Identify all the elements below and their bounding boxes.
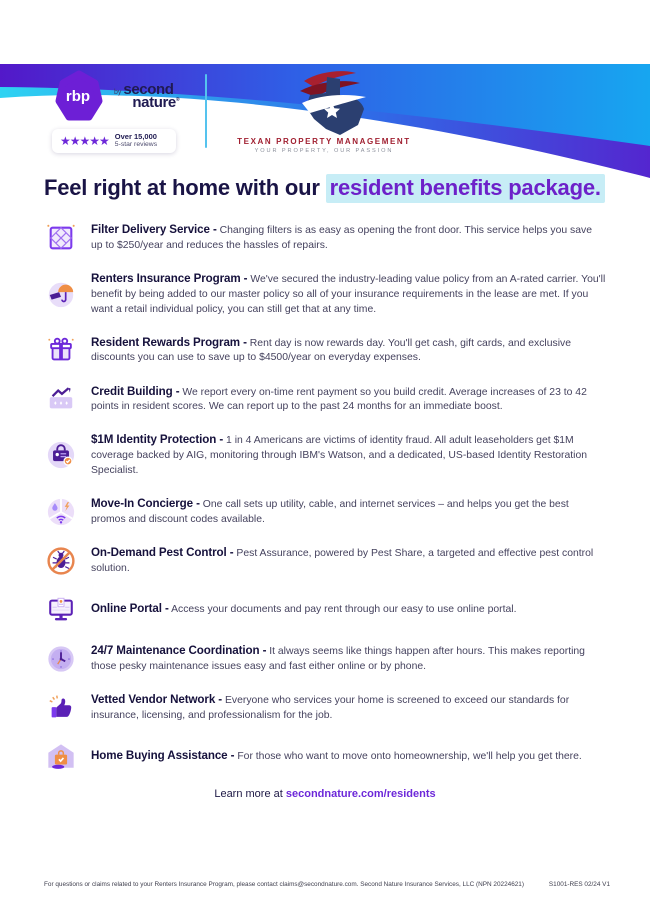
benefit-item <box>44 545 606 577</box>
benefit-title: Online Portal - <box>91 602 169 616</box>
reviews-badge <box>52 129 176 153</box>
umbrella-icon <box>44 278 78 310</box>
texas-logo-icon <box>272 69 376 135</box>
learn-more-prefix: Learn more at <box>214 787 286 800</box>
monitor-icon <box>44 594 78 626</box>
benefit-title: Home Buying Assistance - <box>91 749 235 763</box>
benefit-item <box>44 271 606 317</box>
benefit-item <box>44 741 606 773</box>
footer-code: S1001-RES 02/24 V1 <box>548 881 610 888</box>
credit-chart-icon <box>44 383 78 415</box>
benefit-item <box>44 594 606 626</box>
air-filter-icon <box>44 222 78 254</box>
home-check-icon <box>44 741 78 773</box>
benefit-title: $1M Identity Protection - <box>91 433 224 447</box>
benefit-title: On-Demand Pest Control - <box>91 545 234 559</box>
headline-prefix: Feel right at home with our <box>44 175 326 200</box>
benefit-item <box>44 334 606 366</box>
benefit-description: Everyone who services your home is screened to exceed our standards for insurance, licensing, and professionalism for the job. <box>91 694 570 721</box>
star-rating-icon: ★★★★★ <box>60 134 109 148</box>
learn-more <box>44 788 606 800</box>
benefit-title: Move-In Concierge - <box>91 496 200 510</box>
benefit-title: 24/7 Maintenance Coordination - <box>91 643 267 657</box>
clock-icon <box>44 643 78 675</box>
headline <box>44 175 606 201</box>
logos-row <box>52 64 650 158</box>
benefit-item <box>44 496 606 528</box>
benefit-title: Filter Delivery Service - <box>91 223 217 237</box>
reviews-count: Over 15,000 <box>114 131 157 141</box>
no-pest-icon <box>44 545 78 577</box>
registered-mark: ® <box>175 96 180 103</box>
logo-divider <box>205 74 207 148</box>
benefit-title: Resident Rewards Program - <box>91 335 247 349</box>
benefit-description: Access your documents and pay rent through our easy to use online portal. <box>171 604 517 616</box>
benefit-item <box>44 692 606 724</box>
reviews-label: 5-star reviews <box>114 141 158 149</box>
benefit-item <box>44 432 606 478</box>
rbp-logo <box>52 69 179 153</box>
benefit-description: One call sets up utility, cable, and internet services – and helps you get the best promos and discount codes available. <box>91 498 569 525</box>
gift-icon <box>44 334 78 366</box>
utilities-wheel-icon <box>44 496 78 528</box>
thumbs-up-icon <box>44 692 78 724</box>
brand-line2: nature <box>132 93 176 111</box>
benefit-title: Renters Insurance Program - <box>91 272 248 285</box>
learn-more-link[interactable]: secondnature.com/residents <box>285 787 436 800</box>
benefit-description: Rent day is now rewards day. You'll get cash, gift cards, and exclusive discounts you can use to save up to $4500/year on everyday expenses. <box>91 337 571 364</box>
svg-text:rbp: rbp <box>65 87 91 105</box>
flyer-page <box>0 64 650 905</box>
identity-lock-icon <box>44 439 78 471</box>
benefits-list <box>44 222 606 773</box>
benefit-description: It always seems like things happen after hours. This makes reporting those pesky maintenance issues easy and fast either online or by phone. <box>91 645 585 672</box>
benefit-description: For those who want to move onto homeownership, we'll help you get there. <box>237 751 582 763</box>
headline-highlight: resident benefits package. <box>326 174 605 203</box>
rbp-badge-icon <box>52 69 106 123</box>
footer-disclaimer: For questions or claims related to your Renters Insurance Program, please contact claims@secondnature.com. Second Nature Insurance Services, LLC (NPN 20224621) <box>44 881 524 888</box>
benefit-item <box>44 383 606 415</box>
benefit-description: Pest Assurance, powered by Pest Share, a targeted and effective pest control solution. <box>91 547 594 574</box>
second-nature-wordmark <box>114 80 180 111</box>
by-label: by <box>114 88 122 96</box>
company-name: TEXAN PROPERTY MANAGEMENT <box>237 136 411 146</box>
benefit-title: Credit Building - <box>91 384 180 398</box>
benefit-title: Vetted Vendor Network - <box>91 692 223 706</box>
benefit-item <box>44 643 606 675</box>
benefit-description: We report every on-time rent payment so you build credit. Average increases of 23 to 42 points in resident scores. We can report up to the past 24 months for an immediate boost. <box>91 386 587 413</box>
benefit-description: 1 in 4 Americans are victims of identity fraud. All adult leaseholders get $1M coverage backed by AIG, monitoring through IBM's Watson, and a dedicated, US-based Identity Restoration Specialist. <box>91 435 588 476</box>
company-logo <box>237 69 411 154</box>
company-tagline: YOUR PROPERTY, OUR PASSION <box>254 147 394 154</box>
benefit-item <box>44 222 606 254</box>
benefit-description: Changing filters is as easy as opening the front door. This service helps you save up to $250/year and reduces the hassles of repairs. <box>91 225 592 251</box>
footer <box>0 881 650 888</box>
benefit-description: We've secured the industry-leading value policy from an A-rated carrier. You'll benefit by being added to our master policy so all of your insurance requirements in the lease are met. If you want a retail individual policy, you can still get that at any time. <box>91 274 606 315</box>
brand-line1: second <box>123 80 174 98</box>
